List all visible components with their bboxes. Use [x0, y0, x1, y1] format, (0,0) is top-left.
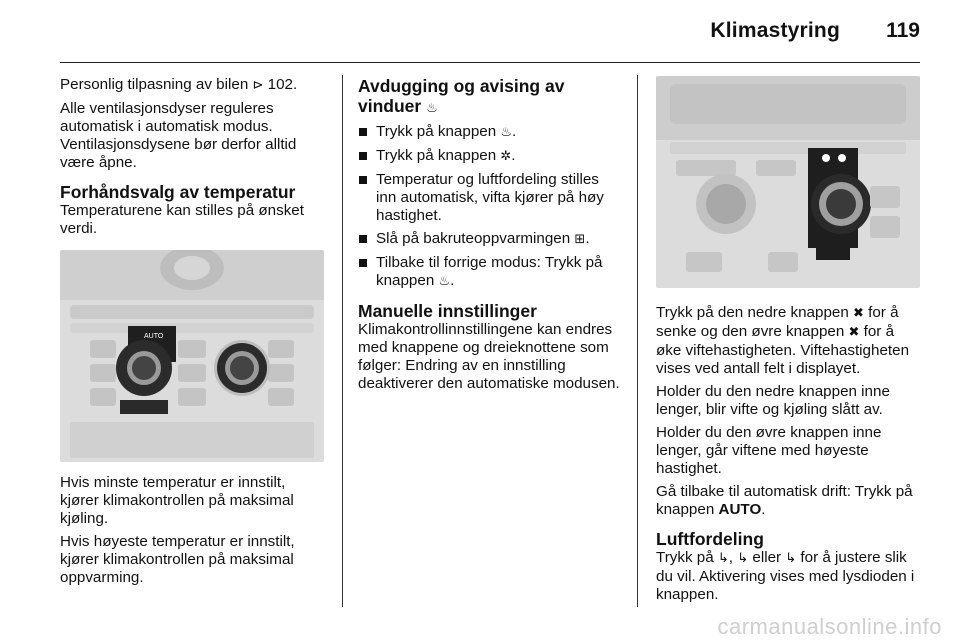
watermark: carmanualsonline.info: [717, 614, 942, 639]
climate-panel-photo: [60, 250, 324, 462]
page-ref[interactable]: 102.: [263, 76, 298, 93]
step-text: Tilbake til forrige modus: Trykk på knappen: [376, 254, 603, 289]
fan-control-photo: [656, 76, 920, 288]
auto-label: AUTO: [144, 333, 164, 340]
defog-steps: [358, 123, 620, 291]
text: Trykk på: [656, 549, 718, 566]
text: for å øke viftehastigheten. Viftehastigheten vises ved antall felt i displayet.: [656, 323, 910, 377]
paragraph-temperature: Temperaturene kan stilles på ønsket verdi.: [60, 202, 304, 237]
list-item: [358, 230, 620, 249]
page-header: [60, 0, 920, 63]
column-2: [358, 76, 620, 398]
ref-arrow-icon: ⊳: [252, 78, 264, 93]
step-text: Slå på bakruteoppvarmingen: [376, 230, 575, 247]
air-seat-icon: ↳: [717, 551, 729, 566]
list-item: [358, 147, 620, 166]
list-item: [358, 254, 620, 291]
auto-button-label: AUTO: [718, 501, 762, 518]
text: for å senke og den øvre knappen: [656, 304, 899, 340]
air-seat-icon: ↳: [737, 551, 749, 566]
fan-icon: ✖: [848, 325, 860, 340]
column-3: [656, 304, 920, 609]
paragraph-fan-speed: [656, 304, 920, 378]
text: Personlig tilpasning av bilen: [60, 76, 253, 93]
column-divider-2: [637, 75, 638, 607]
text: eller: [748, 549, 786, 566]
column-1: [60, 76, 324, 592]
heading-temperature-preset: Forhåndsvalg av temperatur: [60, 182, 296, 202]
text: ,: [728, 549, 738, 566]
step-end: .: [512, 123, 517, 140]
text: Gå tilbake til automatisk drift: Trykk på knappen: [656, 483, 913, 518]
paragraph-fan-max: Holder du den øvre knappen inne lenger, går viftene med høyeste hastighet.: [656, 424, 882, 477]
step-end: .: [450, 272, 455, 289]
page-number: 119: [886, 19, 920, 42]
paragraph-max-temp: Hvis høyeste temperatur er innstilt, kjører klimakontrollen på maksimal oppvarming.: [60, 533, 295, 586]
column-divider-1: [342, 75, 343, 607]
paragraph-min-temp: Hvis minste temperatur er innstilt, kjører klimakontrollen på maksimal kjøling.: [60, 474, 294, 527]
heading-defog-line2: vinduer: [358, 96, 427, 116]
heading-defog: [358, 76, 620, 119]
defrost-icon: ♨: [426, 101, 438, 116]
list-item: [358, 171, 620, 225]
step-text: Temperatur og luftfordeling stilles inn automatisk, vifta kjører på høy hastighet.: [376, 171, 604, 224]
step-end: .: [511, 147, 516, 164]
heading-manual-settings: Manuelle innstillinger: [358, 301, 537, 321]
rear-window-heat-icon: ⊞: [574, 232, 586, 247]
heading-defog-line1: Avdugging og avising av: [358, 76, 565, 96]
air-seat-icon: ↳: [785, 551, 797, 566]
fan-icon: ✖: [853, 306, 864, 321]
text: .: [761, 501, 766, 518]
text: Trykk på den nedre knappen: [656, 304, 853, 321]
defrost-icon: ♨: [500, 125, 513, 140]
paragraph-auto-return: [656, 483, 920, 519]
fan-snowflake-icon: ✲: [500, 149, 512, 164]
header-title: Klimastyring: [710, 19, 840, 42]
heading-air-distribution: Luftfordeling: [656, 529, 764, 549]
paragraph-fan-off: Holder du den nedre knappen inne lenger, blir vifte og kjøling slått av.: [656, 383, 890, 418]
paragraph-personalization: [60, 76, 324, 95]
paragraph-manual: Klimakontrollinnstillingene kan endres med knappene og dreieknottene som følger: Endring av en innstilling deaktiverer den automatiske modusen.: [358, 321, 620, 392]
step-end: .: [585, 230, 590, 247]
defrost-icon: ♨: [438, 274, 451, 289]
text: for å justere slik du vil. Aktivering vises med lysdioden i knappen.: [656, 549, 915, 603]
paragraph-vents: Alle ventilasjonsdyser reguleres automatisk i automatisk modus. Ventilasjonsdysene bør derfor alltid være åpne.: [60, 100, 297, 171]
list-item: [358, 123, 620, 142]
step-text: Trykk på knappen: [376, 123, 501, 140]
step-text: Trykk på knappen: [376, 147, 501, 164]
paragraph-air-distribution: [656, 549, 920, 604]
